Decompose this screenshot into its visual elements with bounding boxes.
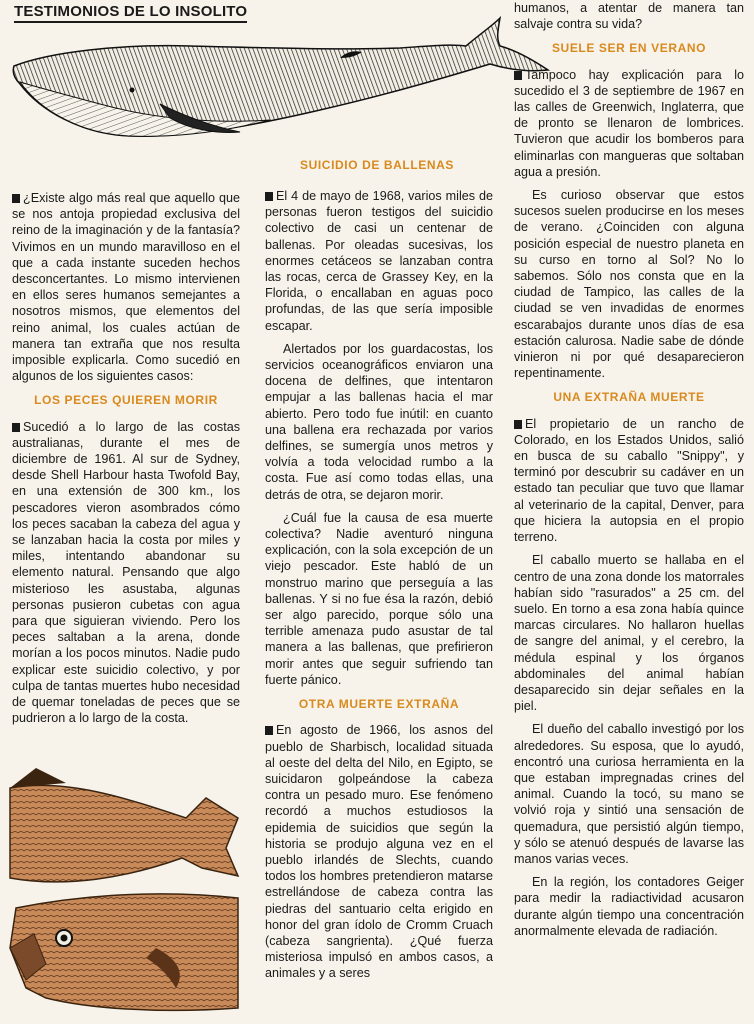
paragraph-square-icon [12,423,20,432]
column-2 [265,188,493,989]
section-title: SUICIDIO DE BALLENAS [300,158,455,172]
whale-illustration [10,14,550,154]
page-header-title: TESTIMONIOS DE LO INSOLITO [14,3,247,23]
paragraph-square-icon [514,420,522,429]
paragraph-square-icon [265,726,273,735]
subheading-verano: SUELE SER EN VERANO [551,41,707,56]
intro-paragraph: ¿Existe algo más real que aquello que se nos antoja propiedad exclusiva del reino de la imaginación y de la fantasía? Vivimos en un mundo maravilloso en el que a cada instante suceden hechos desconcertantes. Lo mismo intervienen en ellos seres humanos semejantes a nosotros mismos, que elementos del reino animal, los cuales actúan de manera tan extraña que nos resulta imposible explicarla. Como sucedió en algunos de los siguientes casos: [12,191,240,384]
subheading-otra-muerte: OTRA MUERTE EXTRAÑA [298,697,460,712]
paragraph-dueno: El dueño del caballo investigó por los alrededores. Su esposa, que lo ayudó, encontró una curiosa herramienta en la que estaban impregnadas crines del animal. Cuando la tocó, su mano se volvió roja y sintió una sensación de quemadura, que persistió algún tiempo, y sólo se atenuó después de lavarse las manos varias veces. [514,722,744,866]
paragraph-rancho: El propietario de un rancho de Colorado, en los Estados Unidos, salió en busca de su caballo "Snippy", y terminó por descubrir su cadáver en un estado tan peculiar que tuvo que llamar al veterinario de la capital, Denver, para que hiciera la autopsia en el propio terreno. [514,416,744,545]
paragraph-ballenas: El 4 de mayo de 1968, varios miles de personas fueron testigos del suicidio colectivo de casi un centenar de ballenas. Por oleadas sucesivas, los enormes cetáceos se lanzaban contra las rocas, cerca de Grassey Key, en la Florida, o encallaban en aguas poco profundas, de las que sería imposible escapar. [265,189,493,333]
paragraph-continuation: humanos, a atentar de manera tan salvaje contra su vida? [514,1,744,32]
column-1 [12,190,240,734]
fish-illustration [6,758,240,1018]
paragraph-square-icon [514,71,522,80]
subheading-extrana-muerte: UNA EXTRAÑA MUERTE [553,390,705,405]
column-3 [514,0,744,946]
paragraph-radiacion: En la región, los contadores Geiger para medir la radiactividad acusaron durante algún tiempo una concentración anormalmente elevada de radiación. [514,875,744,938]
paragraph-square-icon [265,192,273,201]
paragraph-lombrices: Tampoco hay explicación para lo sucedido el 3 de septiembre de 1967 en las calles de Greenwich, Inglaterra, que de pronto se llenaron de lombrices. Tuvieron que acudir los bomberos para eliminarlas con mangueras que soltaban agua a presión. [514,67,744,179]
paragraph-asnos: En agosto de 1966, los asnos del pueblo de Sharbisch, localidad situada al oeste del delta del Nilo, en Egipto, se suicidaron golpeándose la cabeza contra un pesado muro. Ese fenómeno recordó a muchos estudiosos la epidemia de suicidios que según la historia se produjo alguna vez en el pueblo irlandés de Slechts, cuando todos los hombres pretendieron matarse estrellándose de cabeza contra las piedras del santuario celta erigido en honor del gran ídolo de Cromm Cruach (cabeza sangrienta). ¿Qué fuerza misteriosa impulsó en ambos casos, a animales y a seres [265,723,493,981]
paragraph-peces: Sucedió a lo largo de las costas australianas, durante el mes de diciembre de 1961. Al sur de Sydney, desde Shell Harbour hasta Twofold Bay, en una extensión de 300 km., los pescadores vieron asombrados cómo los peces sacaban la cabeza del agua y se lanzaban hacia la costa por miles y miles, intentando abandonar su elemento natural. Pensando que algo misterioso les asustaba, algunas personas pusieron cubetas con agua para que siguieran viviendo. Pero los peces saltaban a la arena, donde morían a los pocos minutos. Nadie pudo explicar este suicidio colectivo, y por culpa de tantas muertes hubo necesidad de quemar toneladas de peces que se pudrieron a lo largo de la costa. [12,419,240,726]
paragraph-caballo: El caballo muerto se hallaba en el centro de una zona donde los matorrales habían sido "rasurados" a 25 cm. del suelo. En torno a esa zona había quince marcas circulares. No hallaron huellas de sangre del animal, y el cerebro, la médula espinal y los órganos abdominales del animal habían desaparecido sin dejar señales en la piel. [514,553,744,714]
subheading-peces: LOS PECES QUIEREN MORIR [34,393,218,408]
paragraph-causa: ¿Cuál fue la causa de esa muerte colectiva? Nadie aventuró ninguna explicación, con la sola excepción de un viejo pescador. Este habló de un monstruo marino que perseguía a las ballenas. Y si no fue ésa la razón, debió ser algo parecido, porque sólo una terrible amenaza pudo asustar de tal manera a las ballenas, que prefirieron morir antes que seguir sufriendo tan fuerte pánico. [265,510,493,687]
paragraph-square-icon [12,194,20,203]
paragraph-verano: Es curioso observar que estos sucesos suelen producirse en los meses de verano. ¿Coinciden con alguna posición especial de nuestro planeta en su curso en torno al Sol? No lo sabemos. Sólo nos consta que en la ciudad de Tampico, las calles de la ciudad se ven invadidas de enormes escarabajos durante unos días de esa estación calurosa. Nadie sabe de dónde vinieron ni por qué desaparecieron repentinamente. [514,188,744,381]
paragraph-alertados: Alertados por los guardacostas, los servicios oceanográficos enviaron una docena de delfines, que intentaron empujar a las ballenas hacia el mar abierto. Pero todo fue inútil: en cuanto una ballena era rechazada por varios delfines, se sumergía unos metros y volvía a toda velocidad rumbo a la costa. Fue así como todas ellas, una detrás de otra, se dejaron morir. [265,341,493,502]
